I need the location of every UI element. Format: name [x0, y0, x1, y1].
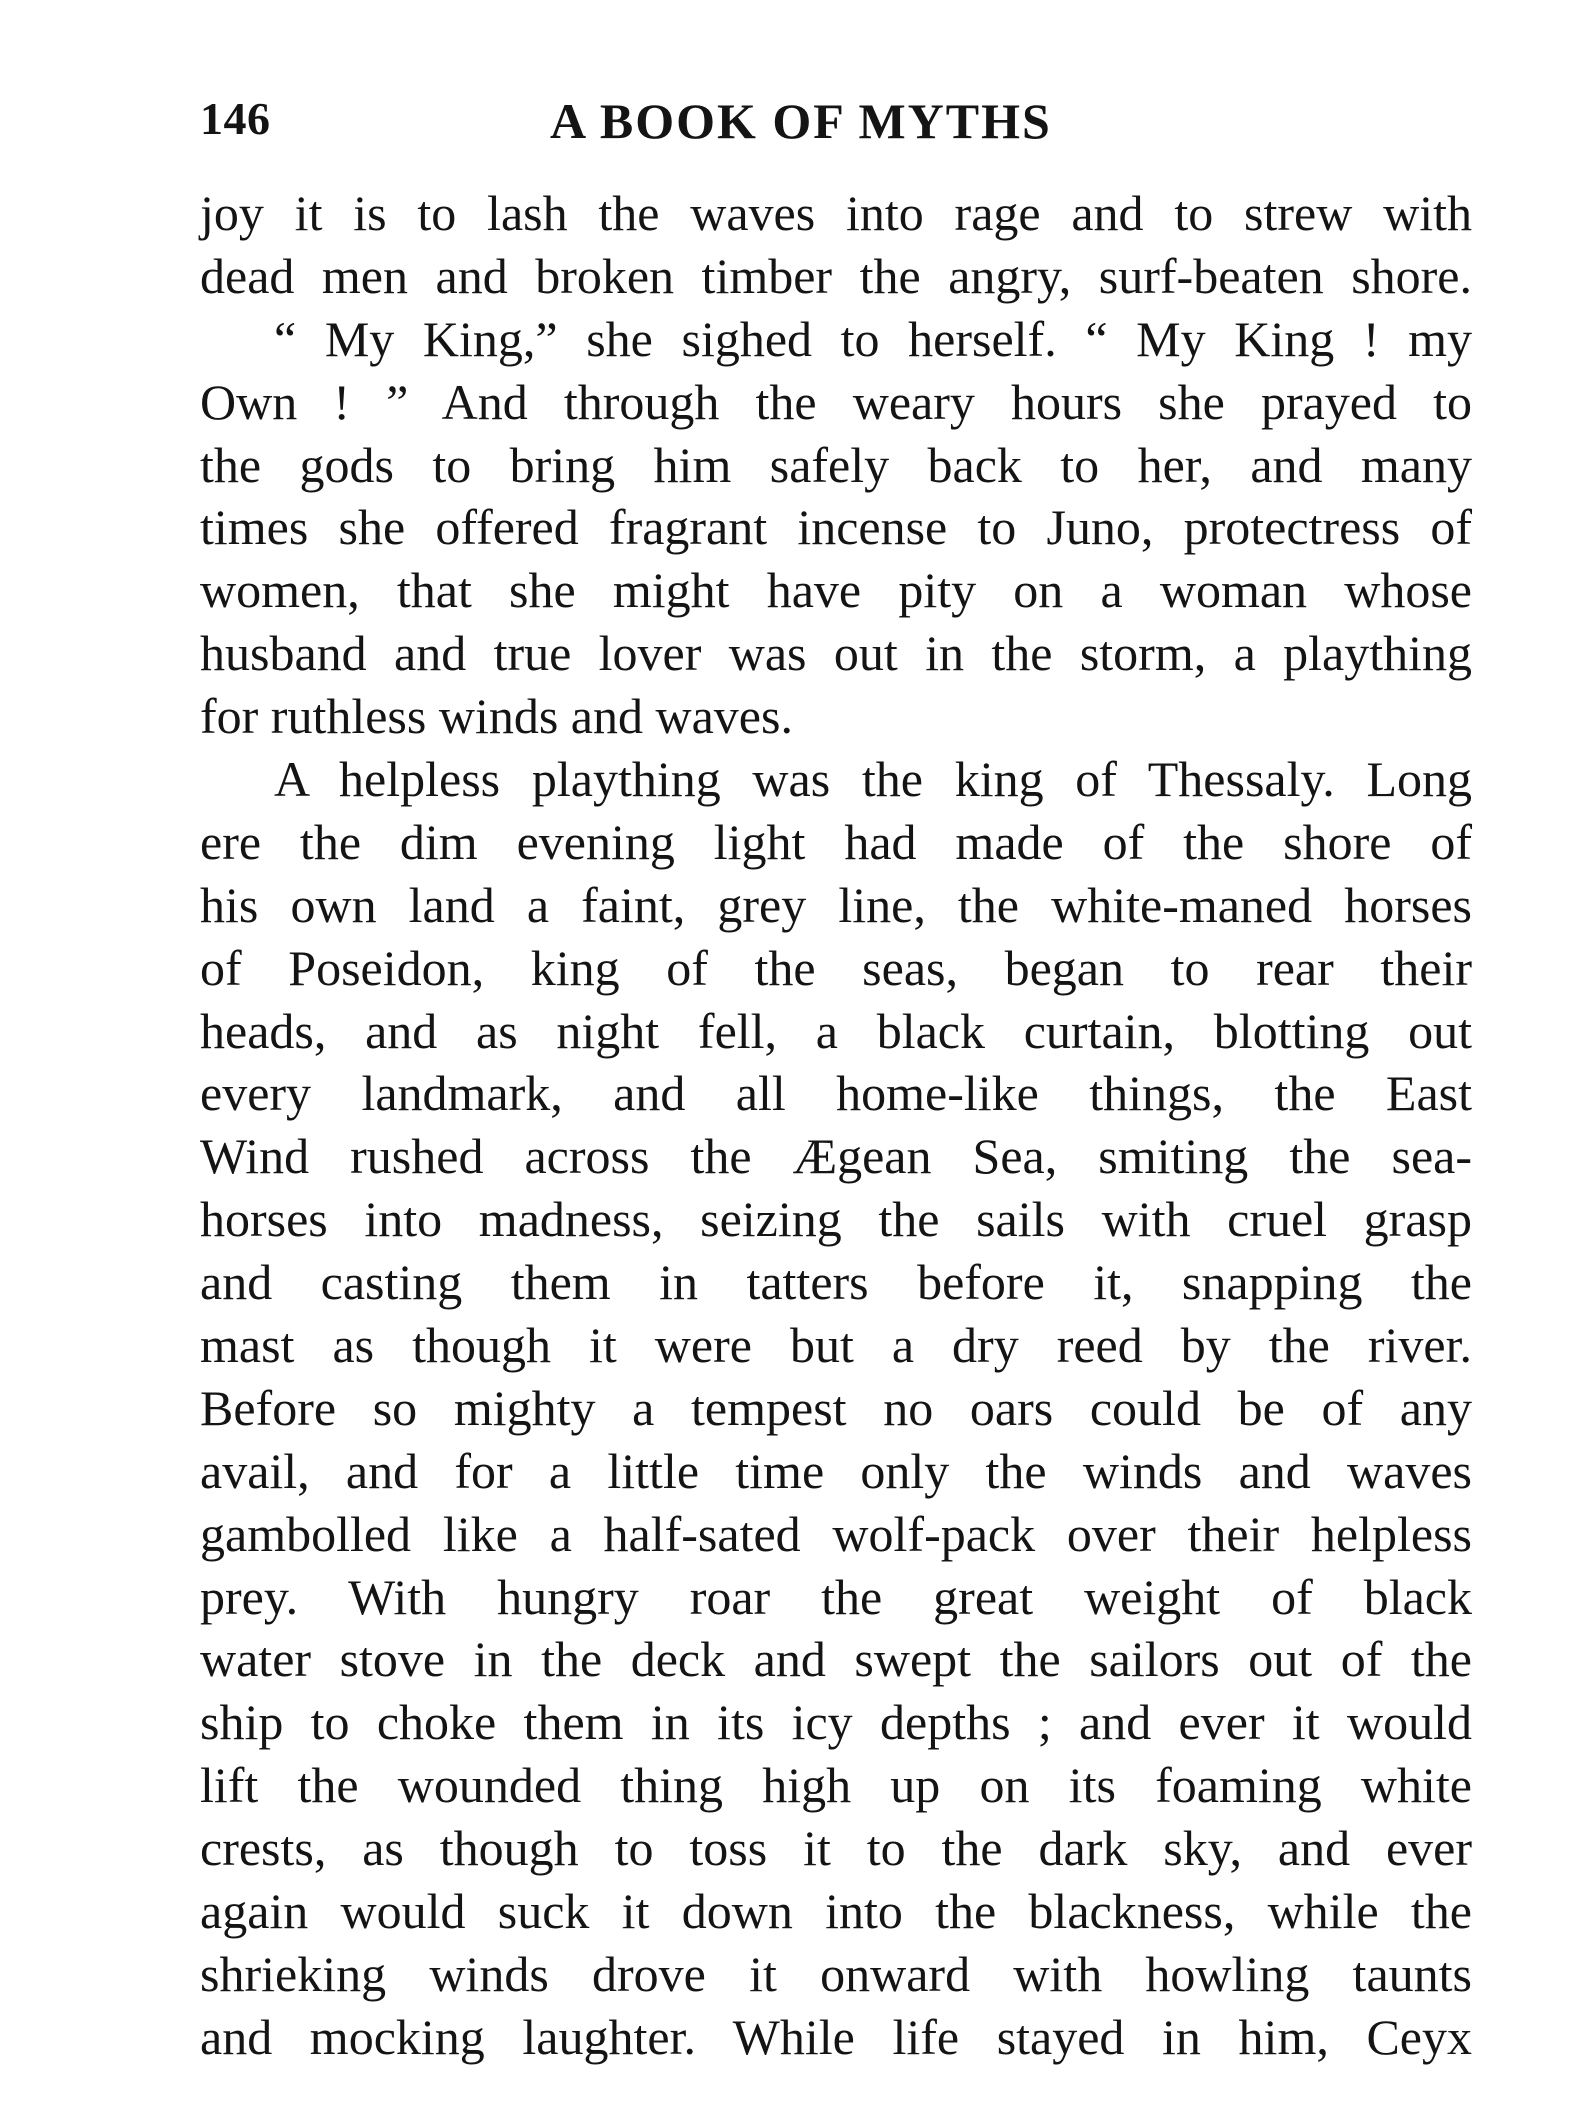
running-head	[200, 92, 1470, 162]
text-line: “ My King,” she sighed to herself. “ My King ! my	[274, 310, 1472, 367]
text-line: water stove in the deck and swept the sailors out of the	[200, 1631, 1472, 1688]
body-text	[200, 182, 1472, 2069]
text-line: and mocking laughter. While life stayed in him, Ceyx	[200, 2008, 1472, 2065]
text-line: heads, and as night fell, a black curtain, blotting out	[200, 1002, 1472, 1059]
text-line: lift the wounded thing high up on its foaming white	[200, 1757, 1472, 1814]
page-number: 146	[200, 93, 271, 144]
text-line: Before so mighty a tempest no oars could be of any	[200, 1379, 1472, 1436]
text-line: avail, and for a little time only the winds and waves	[200, 1442, 1472, 1499]
text-line: again would suck it down into the blackness, while the	[200, 1883, 1472, 1940]
text-line: times she offered fragrant incense to Juno, protectress of	[200, 499, 1472, 556]
text-line: his own land a faint, grey line, the white-maned horses	[200, 876, 1472, 933]
text-line: gambolled like a half-sated wolf-pack over their helpless	[200, 1505, 1472, 1562]
text-line: every landmark, and all home-like things, the East	[200, 1065, 1472, 1122]
text-line: mast as though it were but a dry reed by the river.	[200, 1317, 1472, 1374]
text-line: ship to choke them in its icy depths ; and ever it would	[200, 1694, 1472, 1751]
text-line: shrieking winds drove it onward with howling taunts	[200, 1945, 1472, 2002]
text-line: of Poseidon, king of the seas, began to rear their	[200, 939, 1472, 996]
text-line: the gods to bring him safely back to her, and many	[200, 436, 1472, 493]
text-line: horses into madness, seizing the sails with cruel grasp	[200, 1191, 1472, 1248]
text-line: women, that she might have pity on a woman whose	[200, 562, 1472, 619]
text-line: and casting them in tatters before it, snapping the	[200, 1254, 1472, 1311]
text-line: joy it is to lash the waves into rage and to strew with	[200, 185, 1472, 241]
text-line: prey. With hungry roar the great weight of black	[200, 1568, 1472, 1625]
text-line: ere the dim evening light had made of the shore of	[200, 813, 1472, 870]
text-line: dead men and broken timber the angry, surf-beaten shore.	[200, 247, 1472, 304]
text-line: husband and true lover was out in the storm, a plaything	[200, 625, 1472, 682]
text-line: Wind rushed across the Ægean Sea, smiting the sea-	[200, 1128, 1472, 1185]
text-line: for ruthless winds and waves.	[200, 688, 793, 745]
text-line: Own ! ” And through the weary hours she prayed to	[200, 373, 1472, 430]
text-line: A helpless plaything was the king of Thessaly. Long	[274, 751, 1472, 808]
text-line: crests, as though to toss it to the dark sky, and ever	[200, 1820, 1472, 1877]
book-title: A BOOK OF MYTHS	[550, 93, 1052, 149]
